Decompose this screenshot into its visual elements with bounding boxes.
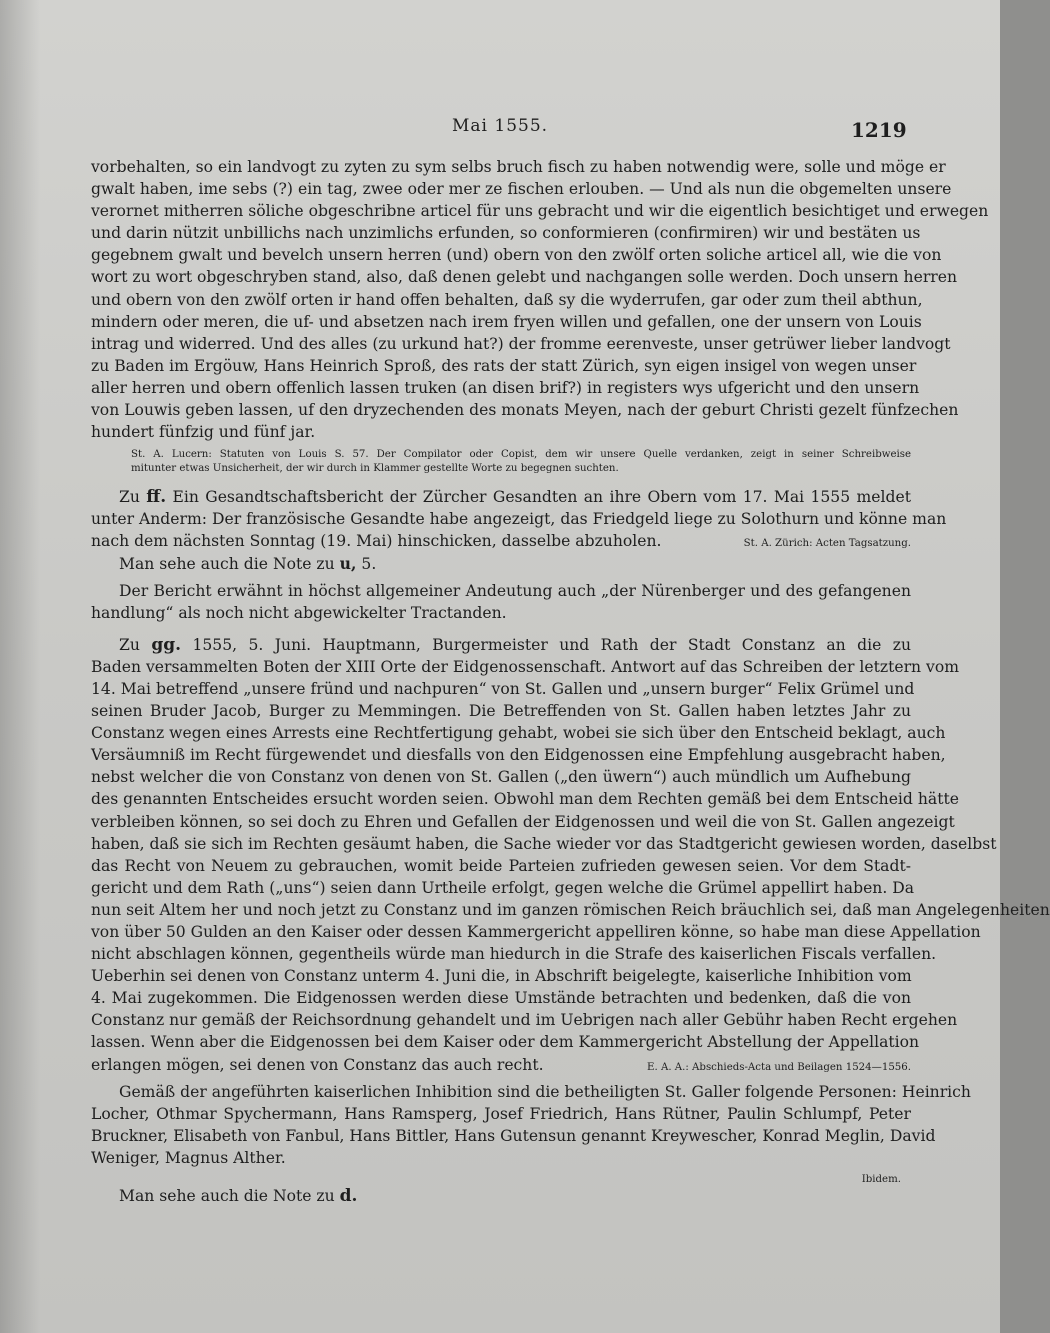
footnote-source	[91, 448, 911, 476]
text-line: nebst welcher die von Constanz von denen von St. Gallen („den üwern“) auch mündlich um Aufhebung	[91, 768, 911, 787]
text-line: zu Baden im Ergöuw, Hans Heinrich Sproß, des rats der statt Zürich, syn eigen insigel von wegen unser	[91, 356, 917, 375]
text-line: gericht und dem Rath („uns“) seien dann Urtheile erfolgt, gegen welche die Grümel appellirt haben. Da	[91, 878, 915, 897]
section-key: gg.	[151, 634, 182, 655]
text-line: Versäumniß im Recht fürgewendet und diesfalls von den Eidgenossen eine Empfehlung ausgebracht haben,	[91, 746, 946, 765]
section-key: ff.	[146, 487, 167, 508]
text-line: Constanz wegen eines Arrests eine Rechtfertigung gehabt, wobei sie sich über den Entscheid beklagt, auch	[91, 724, 946, 743]
text-line: des genannten Entscheides ersucht worden seien. Obwohl man dem Rechten gemäß bei dem Entscheid hätte	[91, 790, 959, 809]
text-line: Constanz nur gemäß der Reichsordnung gehandelt und im Uebrigen nach aller Gebühr haben Recht ergehen	[91, 1011, 958, 1030]
section-ff-first-line: Zu ff. Ein Gesandtschaftsbericht der Zürcher Gesandten an ihre Obern vom 17. Mai 1555 meldet	[119, 487, 911, 508]
section-ff	[91, 486, 947, 574]
cross-reference: Man sehe auch die Note zu u, 5.	[119, 553, 377, 573]
text-line: verbleiben können, so sei doch zu Ehren und Gefallen der Eidgenossen und weil die von St. Gallen angezeigt	[91, 812, 955, 831]
text-line: nicht abschlagen können, gegentheils würde man hiedurch in die Strafe des kaiserlichen Fiscals verfallen.	[91, 945, 937, 964]
text-line: Weniger, Magnus Alther.	[91, 1148, 286, 1167]
text-line: Ueberhin sei denen von Constanz unterm 4. Juni die, in Abschrift beigelegte, kaiserliche Inhibition vom	[91, 967, 912, 986]
text-line: handlung“ als noch nicht abgewickelter Tractanden.	[91, 603, 507, 622]
text-line: vorbehalten, so ein landvogt zu zyten zu sym selbs bruch fisch zu haben notwendig were, solle und möge er	[91, 158, 946, 176]
page-number: 1219	[851, 118, 907, 142]
text-line: und darin nützit unbillichs nach unzimlichs erfunden, so conformieren (confirmiren) wir und bestäten us	[91, 224, 921, 243]
page-header	[0, 112, 1000, 146]
text-line: haben, daß sie sich im Rechten gesäumt haben, die Sache wieder vor das Stadtgericht gewiesen worden, daselbst	[91, 834, 997, 853]
text-line-with-source	[91, 530, 911, 552]
text-line: 4. Mai zugekommen. Die Eidgenossen werden diese Umstände betrachten und bedenken, daß die von	[91, 989, 911, 1008]
text-line: hundert fünfzig und fünf jar.	[91, 423, 316, 442]
text-line: verornet mitherren söliche obgeschribne articel für uns gebracht und wir die eigentlich besichtiget und erwegen	[91, 202, 989, 221]
text-line: gwalt haben, ime sebs (?) ein tag, zwee oder mer ze fischen erlouben. — Und als nun die obgemelten unsere	[91, 180, 952, 199]
text-line: erlangen mögen, sei denen von Constanz das auch recht.	[91, 1055, 544, 1074]
text-line-with-source	[91, 1054, 911, 1076]
text-line: lassen. Wenn aber die Eidgenossen bei dem Kaiser oder dem Kammergericht Abstellung der Appellation	[91, 1033, 920, 1052]
section-prefix: Zu	[119, 635, 140, 654]
text-line: wort zu wort obgeschryben stand, also, daß denen gelebt und nachgangen solle werden. Doch unsern herren	[91, 268, 958, 287]
section-prefix: Zu	[119, 488, 140, 507]
footnote-line: mitunter etwas Unsicherheit, der wir durch in Klammer gestellte Worte zu begegnen suchten.	[131, 463, 619, 475]
paragraph-statute-text	[91, 156, 989, 443]
text-line: Baden versammelten Boten der XIII Orte der Eidgenossenschaft. Antwort auf das Schreiben der letztern vom	[91, 657, 960, 676]
paragraph-persons	[91, 1081, 971, 1169]
text-line: von Louwis geben lassen, uf den dryzechenden des monats Meyen, nach der geburt Christi gezelt fünfzechen	[91, 401, 959, 420]
running-head: Mai 1555.	[452, 116, 549, 136]
text-line: von über 50 Gulden an den Kaiser oder dessen Kammergericht appelliren könne, so habe man diese Appellation	[91, 923, 981, 941]
source-citation: E. A. A.: Abschieds-Acta und Beilagen 1524—1556.	[647, 1061, 911, 1073]
page-body	[91, 156, 1050, 1207]
text-line: Der Bericht erwähnt in höchst allgemeiner Andeutung auch „der Nürenberger und des gefangenen	[119, 581, 911, 600]
section-gg-first-line: Zu gg. 1555, 5. Juni. Hauptmann, Burgermeister und Rath der Stadt Constanz an die zu	[119, 634, 911, 655]
text-line: 14. Mai betreffend „unsere fründ und nachpuren“ von St. Gallen und „unsern burger“ Felix Grümel und	[91, 679, 915, 698]
final-cross-reference: Man sehe auch die Note zu d.	[119, 1186, 358, 1207]
text-line: unter Anderm: Der französische Gesandte habe angezeigt, das Friedgeld liege zu Solothurn und könne man	[91, 510, 947, 529]
text-line: aller herren und obern offenlich lassen truken (an disen brif?) in registers wys ufgericht und den unsern	[91, 378, 920, 397]
text-line: intrag und widerred. Und des alles (zu urkund hat?) der fromme eerenveste, unser getrüwer lieber landvogt	[91, 334, 951, 353]
text-line: Gemäß der angeführten kaiserlichen Inhibition sind die betheiligten St. Galler folgende Personen: Heinrich	[119, 1082, 971, 1101]
section-gg	[91, 634, 1050, 1076]
footnote-line: St. A. Lucern: Statuten von Louis S. 57. Der Compilator oder Copist, dem wir unsere Quelle verdanken, zeigt in seiner Schreibweise	[131, 449, 911, 461]
ibidem-citation: Ibidem.	[861, 1174, 901, 1186]
paragraph-report	[91, 580, 911, 624]
text-line: nun seit Altem her und noch jetzt zu Constanz und im ganzen römischen Reich bräuchlich sei, daß man Angelegenheiten	[91, 900, 1050, 919]
text-line: seinen Bruder Jacob, Burger zu Memmingen. Die Betreffenden von St. Gallen haben letztes Jahr zu	[91, 702, 911, 721]
text-line: Locher, Othmar Spychermann, Hans Ramsperg, Josef Friedrich, Hans Rütner, Paulin Schlumpf, Peter	[91, 1104, 911, 1123]
text-line: und obern von den zwölf orten ir hand offen behalten, daß sy die wyderrufen, gar oder zum theil abthun,	[91, 290, 923, 309]
text-line: gegebnem gwalt und bevelch unsern herren (und) obern von den zwölf orten soliche articel all, wie die von	[91, 246, 942, 265]
text-line: Bruckner, Elisabeth von Fanbul, Hans Bittler, Hans Gutensun genannt Kreywescher, Konrad Meglin, David	[91, 1126, 936, 1145]
text-line: das Recht von Neuem zu gebrauchen, womit beide Parteien zufrieden gewesen seien. Vor dem Stadt-	[91, 856, 911, 875]
text-line: nach dem nächsten Sonntag (19. Mai) hinschicken, dasselbe abzuholen.	[91, 532, 662, 551]
page-edge-shadow	[0, 0, 40, 1333]
text-line: mindern oder meren, die uf- und absetzen nach irem fryen willen und gefallen, one der unsern von Louis	[91, 312, 922, 331]
source-citation: St. A. Zürich: Acten Tagsatzung.	[743, 538, 911, 550]
